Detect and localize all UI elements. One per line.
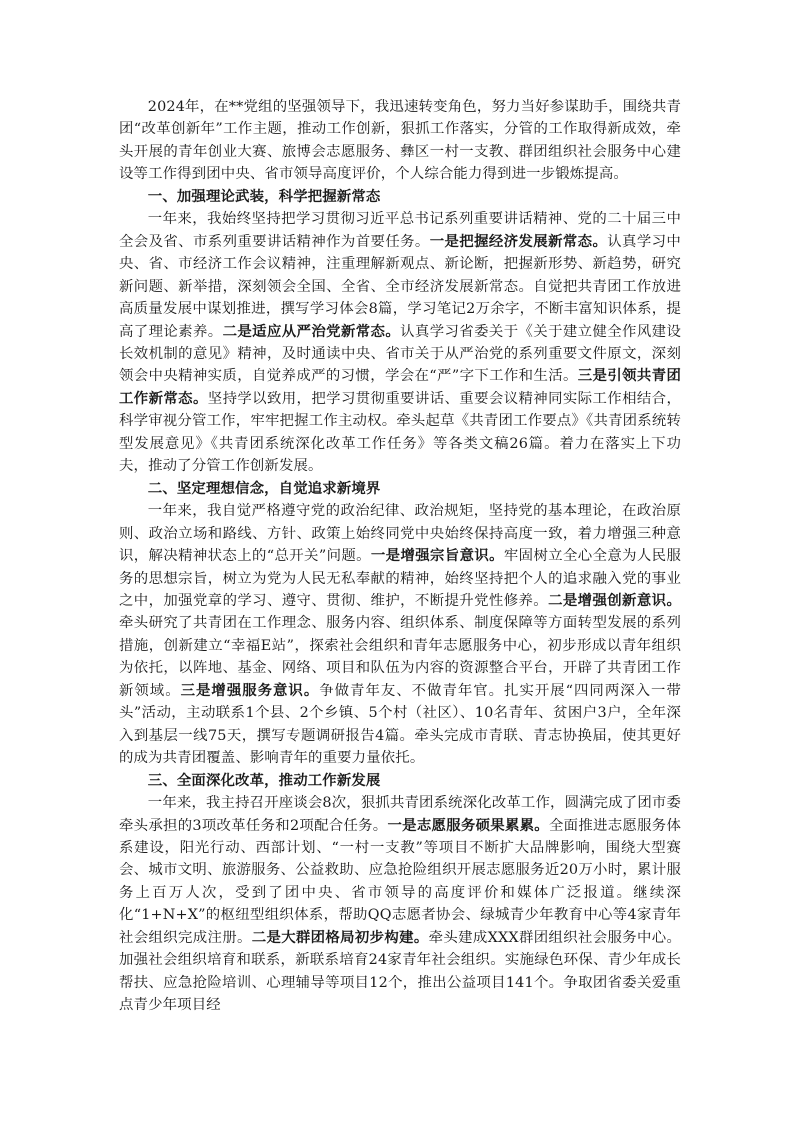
section-2-point-1: 一是增强宗旨意识。 xyxy=(370,547,504,565)
section-1-text: 一年来，我始终坚持把学习贯彻习近平总书记系列重要讲话精神、党的二十届三中全会及省、市系列重要讲话精神作为首要任务。 xyxy=(119,211,681,250)
section-1-point-1: 一是把握经济发展新常态。 xyxy=(429,232,608,250)
section-1-text: 认真学习省委关于《关于建立健全作风建设长效机制的意见》精神，及时通读中央、省市关于从严治党的系列重要文件原文，深刻领会中央精神实质，自觉养成严的习惯，学会在“严”字下工作和生活。 xyxy=(119,323,681,385)
section-2-point-2: 二是增强创新意识。 xyxy=(548,591,681,609)
section-3-point-2: 二是大群团格局初步构建。 xyxy=(251,928,429,946)
section-2-paragraph xyxy=(119,500,681,769)
section-2-text: 争做青年友、不做青年官。扎实开展“四同两深入一带头”活动，主动联系1个县、2个乡镇、5个村（社区）、10名青年、贫困户3户，全年深入到基层一线75天，撰写专题调研报告4篇。牵头完成市青联、青志协换届，使其更好的成为共青团覆盖、影响青年的重要力量依托。 xyxy=(119,682,681,767)
section-3-text: 全面推进志愿服务体系建设，阳光行动、西部计划、“一村一支教”等项目不断扩大品牌影响，围绕大型赛会、城市文明、旅游服务、公益救助、应急抢险组织开展志愿服务近20万小时，累计服务上百万人次，受到了团中央、省市领导的高度评价和媒体广泛报道。继续深化“1+N+X”的枢纽型组织体系，帮助QQ志愿者协会、绿城青少年教育中心等4家青年社会组织完成注册。 xyxy=(119,817,681,946)
intro-paragraph: 2024年，在**党组的坚强领导下，我迅速转变角色，努力当好参谋助手，围绕共青团“改革创新年”工作主题，推动工作创新，狠抓工作落实，分管的工作取得新成效，牵头开展的青年创业大赛、旅博会志愿服务、彝区一村一支教、群团组织社会服务中心建设等工作得到团中央、省市领导高度评价，个人综合能力得到进一步锻炼提高。 xyxy=(119,99,681,183)
section-2-heading: 二、坚定理想信念，自觉追求新境界 xyxy=(147,479,381,497)
section-1-point-3: 三是引领共青团工作新常态。 xyxy=(119,367,681,407)
section-2-text: 牵头研究了共青团在工作理念、服务内容、组织体系、制度保障等方面转型发展的系列措施，创新建立“幸福E站”，探索社会组织和青年志愿服务中心，初步形成以青年组织为依托，以阵地、基金、网络、项目和队伍为内容的资源整合平台，开辟了共青团工作新领域。 xyxy=(119,615,681,699)
document-page xyxy=(119,96,681,1017)
section-2-text: 一年来，我自觉严格遵守党的政治纪律、政治规矩，坚持党的基本理论，在政治原则、政治立场和路线、方针、政策上始终同党中央始终保持高度一致，着力增强三种意识，解决精神状态上的“总开关”问题。 xyxy=(119,503,681,565)
section-1-heading: 一、加强理论武装，科学把握新常态 xyxy=(147,187,381,205)
section-2-text: 牢固树立全心全意为人民服务的思想宗旨，树立为党为人民无私奉献的精神，始终坚持把个人的追求融入党的事业之中，加强党章的学习、遵守、贯彻、维护，不断提升党性修养。 xyxy=(119,548,681,609)
section-3-text: 一年来，我主持召开座谈会8次，狠抓共青团系统深化改革工作，圆满完成了团市委牵头承担的3项改革任务和2项配合任务。 xyxy=(119,795,681,834)
section-3-paragraph xyxy=(119,792,681,1017)
section-1-point-2: 二是适应从严治党新常态。 xyxy=(222,322,401,340)
section-3-text: 牵头建成XXX群团组织社会服务中心。加强社会组织培育和联系，新联系培育24家青年社会组织。实施绿色环保、青少年成长帮扶、应急抢险培训、心理辅导等项目12个，推出公益项目141个。争取团省委关爱重点青少年项目经 xyxy=(119,929,681,1014)
section-1-text: 认真学习中央、省、市经济工作会议精神，注重理解新观点、新论断，把握新形势、新趋势，研究新问题、新举措，深刻领会全国、全省、全市经济发展新常态。自觉把共青团工作放进高质量发展中谋划推进，撰写学习体会8篇，学习笔记2万余字，不断丰富知识体系，提高了理论素养。 xyxy=(119,233,681,340)
section-1-paragraph xyxy=(119,208,681,477)
section-3-heading: 三、全面深化改革，推动工作新发展 xyxy=(147,771,381,789)
section-3-point-1: 一是志愿服务硕果累累。 xyxy=(387,816,549,834)
section-1-text: 坚持学以致用，把学习贯彻重要讲话、重要会议精神同实际工作相结合，科学审视分管工作，牢牢把握工作主动权。牵头起草《共青团工作要点》《共青团系统转型发展意见》《共青团系统深化改革工作任务》等各类文稿26篇。着力在落实上下功夫，推动了分管工作创新发展。 xyxy=(119,390,681,475)
section-2-point-3: 三是增强服务意识。 xyxy=(180,681,320,699)
